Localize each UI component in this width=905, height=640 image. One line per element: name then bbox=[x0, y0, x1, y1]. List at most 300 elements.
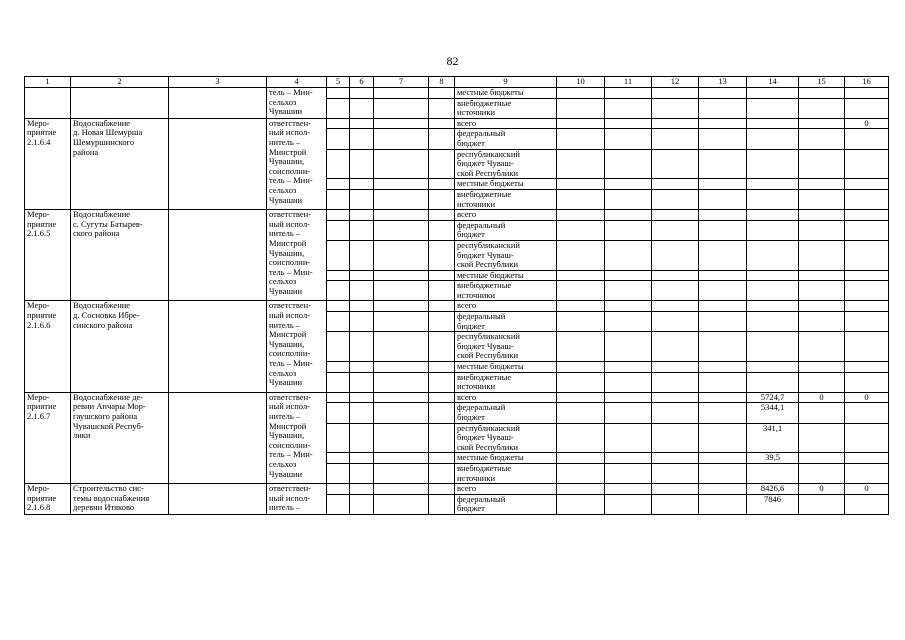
col5-cell bbox=[327, 423, 350, 453]
col6-cell bbox=[350, 494, 374, 514]
col6-cell bbox=[350, 98, 374, 118]
value-col15-cell bbox=[799, 210, 845, 221]
value-col16-cell bbox=[845, 270, 889, 281]
col5-cell bbox=[327, 88, 350, 99]
value-col15-cell bbox=[799, 332, 845, 362]
funding-source-cell: местные бюджеты bbox=[455, 179, 557, 190]
value-col16-cell bbox=[845, 240, 889, 270]
header-col-4: 4 bbox=[267, 77, 327, 88]
funding-source-cell: всего bbox=[455, 484, 557, 495]
col7-cell bbox=[374, 189, 429, 209]
col7-cell bbox=[374, 463, 429, 483]
col8-cell bbox=[429, 118, 455, 129]
col13-cell bbox=[699, 301, 747, 312]
header-col-14: 14 bbox=[747, 77, 799, 88]
table-row bbox=[25, 118, 889, 129]
col8-cell bbox=[429, 220, 455, 240]
col7-cell bbox=[374, 423, 429, 453]
col8-cell bbox=[429, 88, 455, 99]
value-col15-cell bbox=[799, 453, 845, 464]
col6-cell bbox=[350, 312, 374, 332]
value-col15-cell bbox=[799, 403, 845, 423]
value-col15-cell bbox=[799, 362, 845, 373]
col11-cell bbox=[605, 494, 652, 514]
col7-cell bbox=[374, 403, 429, 423]
col11-cell bbox=[605, 118, 652, 129]
header-row bbox=[25, 77, 889, 88]
col11-cell bbox=[605, 372, 652, 392]
budget-table bbox=[24, 76, 889, 515]
col6-cell bbox=[350, 129, 374, 149]
col11-cell bbox=[605, 332, 652, 362]
col10-cell bbox=[557, 240, 605, 270]
col8-cell bbox=[429, 392, 455, 403]
value-col16-cell bbox=[845, 149, 889, 179]
value-col15-cell bbox=[799, 281, 845, 301]
value-col15-cell bbox=[799, 312, 845, 332]
measure-code-cell: Меро- приятие 2.1.6.7 bbox=[25, 392, 71, 483]
col11-cell bbox=[605, 270, 652, 281]
col7-cell bbox=[374, 453, 429, 464]
col8-cell bbox=[429, 179, 455, 190]
col12-cell bbox=[652, 332, 699, 362]
header-col-3: 3 bbox=[169, 77, 267, 88]
col13-cell bbox=[699, 88, 747, 99]
value-col15-cell bbox=[799, 98, 845, 118]
col7-cell bbox=[374, 240, 429, 270]
col6-cell bbox=[350, 332, 374, 362]
measure-code-cell bbox=[25, 88, 71, 119]
col3-cell bbox=[169, 88, 267, 119]
col12-cell bbox=[652, 312, 699, 332]
col12-cell bbox=[652, 484, 699, 495]
funding-source-cell: республиканский бюджет Чуваш- ской Республики bbox=[455, 332, 557, 362]
col7-cell bbox=[374, 210, 429, 221]
funding-source-cell: внебюджетные источники bbox=[455, 372, 557, 392]
col5-cell bbox=[327, 210, 350, 221]
col13-cell bbox=[699, 392, 747, 403]
col7-cell bbox=[374, 118, 429, 129]
funding-source-cell: местные бюджеты bbox=[455, 270, 557, 281]
col8-cell bbox=[429, 372, 455, 392]
col11-cell bbox=[605, 220, 652, 240]
col10-cell bbox=[557, 189, 605, 209]
funding-source-cell: местные бюджеты bbox=[455, 362, 557, 373]
col8-cell bbox=[429, 423, 455, 453]
value-col14-cell bbox=[747, 240, 799, 270]
col5-cell bbox=[327, 312, 350, 332]
value-col14-cell bbox=[747, 332, 799, 362]
col8-cell bbox=[429, 484, 455, 495]
col6-cell bbox=[350, 463, 374, 483]
header-col-15: 15 bbox=[799, 77, 845, 88]
col8-cell bbox=[429, 332, 455, 362]
col10-cell bbox=[557, 301, 605, 312]
col7-cell bbox=[374, 312, 429, 332]
value-col14-cell: 5344,1 bbox=[747, 403, 799, 423]
col8-cell bbox=[429, 149, 455, 179]
col13-cell bbox=[699, 189, 747, 209]
value-col14-cell bbox=[747, 281, 799, 301]
funding-source-cell: республиканский бюджет Чуваш- ской Республики bbox=[455, 423, 557, 453]
col5-cell bbox=[327, 179, 350, 190]
measure-code-cell: Меро- приятие 2.1.6.4 bbox=[25, 118, 71, 209]
col12-cell bbox=[652, 392, 699, 403]
col8-cell bbox=[429, 189, 455, 209]
col12-cell bbox=[652, 240, 699, 270]
funding-source-cell: всего bbox=[455, 392, 557, 403]
value-col16-cell bbox=[845, 88, 889, 99]
col5-cell bbox=[327, 494, 350, 514]
col13-cell bbox=[699, 129, 747, 149]
col6-cell bbox=[350, 270, 374, 281]
funding-source-cell: республиканский бюджет Чуваш- ской Республики bbox=[455, 149, 557, 179]
col11-cell bbox=[605, 281, 652, 301]
col13-cell bbox=[699, 463, 747, 483]
col3-cell bbox=[169, 484, 267, 515]
funding-source-cell: республиканский бюджет Чуваш- ской Республики bbox=[455, 240, 557, 270]
value-col14-cell: 39,5 bbox=[747, 453, 799, 464]
value-col15-cell bbox=[799, 372, 845, 392]
value-col15-cell bbox=[799, 463, 845, 483]
col12-cell bbox=[652, 372, 699, 392]
col12-cell bbox=[652, 453, 699, 464]
col10-cell bbox=[557, 281, 605, 301]
funding-source-cell: федеральный бюджет bbox=[455, 312, 557, 332]
value-col14-cell bbox=[747, 149, 799, 179]
col13-cell bbox=[699, 494, 747, 514]
value-col16-cell bbox=[845, 423, 889, 453]
col13-cell bbox=[699, 372, 747, 392]
col10-cell bbox=[557, 463, 605, 483]
header-col-5: 5 bbox=[327, 77, 350, 88]
col5-cell bbox=[327, 403, 350, 423]
col5-cell bbox=[327, 301, 350, 312]
col11-cell bbox=[605, 463, 652, 483]
col12-cell bbox=[652, 362, 699, 373]
table-row bbox=[25, 484, 889, 495]
col10-cell bbox=[557, 484, 605, 495]
value-col16-cell bbox=[845, 281, 889, 301]
col10-cell bbox=[557, 423, 605, 453]
col8-cell bbox=[429, 362, 455, 373]
col10-cell bbox=[557, 392, 605, 403]
col12-cell bbox=[652, 423, 699, 453]
col8-cell bbox=[429, 312, 455, 332]
col7-cell bbox=[374, 372, 429, 392]
executor-cell: ответствен- ный испол- нитель – bbox=[267, 484, 327, 515]
col12-cell bbox=[652, 118, 699, 129]
funding-source-cell: федеральный бюджет bbox=[455, 220, 557, 240]
measure-name-cell: Строительство сис- темы водоснабжения деревни Итяково bbox=[71, 484, 169, 515]
measure-name-cell: Водоснабжение с. Сугуты Батырев- ского района bbox=[71, 210, 169, 301]
value-col15-cell bbox=[799, 88, 845, 99]
col6-cell bbox=[350, 149, 374, 179]
value-col16-cell bbox=[845, 372, 889, 392]
funding-source-cell: всего bbox=[455, 210, 557, 221]
col5-cell bbox=[327, 270, 350, 281]
funding-source-cell: местные бюджеты bbox=[455, 453, 557, 464]
col5-cell bbox=[327, 392, 350, 403]
col10-cell bbox=[557, 362, 605, 373]
table-row bbox=[25, 210, 889, 221]
col13-cell bbox=[699, 423, 747, 453]
value-col16-cell bbox=[845, 301, 889, 312]
value-col14-cell bbox=[747, 270, 799, 281]
col6-cell bbox=[350, 118, 374, 129]
col10-cell bbox=[557, 118, 605, 129]
col12-cell bbox=[652, 88, 699, 99]
executor-cell: ответствен- ный испол- нитель – Минстрой Чувашии, соисполни- тель – Мин- сельхоз Чувашии bbox=[267, 392, 327, 483]
header-col-10: 10 bbox=[557, 77, 605, 88]
header-col-13: 13 bbox=[699, 77, 747, 88]
col10-cell bbox=[557, 332, 605, 362]
col10-cell bbox=[557, 372, 605, 392]
executor-cell: ответствен- ный испол- нитель – Минстрой Чувашии, соисполни- тель – Мин- сельхоз Чувашии bbox=[267, 118, 327, 209]
col8-cell bbox=[429, 281, 455, 301]
value-col14-cell bbox=[747, 301, 799, 312]
value-col16-cell bbox=[845, 189, 889, 209]
col12-cell bbox=[652, 494, 699, 514]
col10-cell bbox=[557, 179, 605, 190]
funding-source-cell: внебюджетные источники bbox=[455, 189, 557, 209]
col13-cell bbox=[699, 118, 747, 129]
col12-cell bbox=[652, 403, 699, 423]
executor-cell: ответствен- ный испол- нитель – Минстрой Чувашии, соисполни- тель – Мин- сельхоз Чувашии bbox=[267, 301, 327, 392]
value-col16-cell bbox=[845, 332, 889, 362]
funding-source-cell: местные бюджеты bbox=[455, 88, 557, 99]
col13-cell bbox=[699, 240, 747, 270]
col12-cell bbox=[652, 220, 699, 240]
col10-cell bbox=[557, 270, 605, 281]
executor-cell: тель – Мин- сельхоз Чувашии bbox=[267, 88, 327, 119]
value-col14-cell bbox=[747, 98, 799, 118]
value-col14-cell: 341,1 bbox=[747, 423, 799, 453]
value-col15-cell bbox=[799, 301, 845, 312]
value-col16-cell bbox=[845, 98, 889, 118]
col13-cell bbox=[699, 403, 747, 423]
col10-cell bbox=[557, 494, 605, 514]
col13-cell bbox=[699, 484, 747, 495]
col11-cell bbox=[605, 403, 652, 423]
value-col15-cell bbox=[799, 179, 845, 190]
col13-cell bbox=[699, 270, 747, 281]
col7-cell bbox=[374, 484, 429, 495]
col13-cell bbox=[699, 362, 747, 373]
funding-source-cell: всего bbox=[455, 301, 557, 312]
col6-cell bbox=[350, 179, 374, 190]
value-col16-cell bbox=[845, 453, 889, 464]
col6-cell bbox=[350, 301, 374, 312]
col5-cell bbox=[327, 189, 350, 209]
col12-cell bbox=[652, 270, 699, 281]
col5-cell bbox=[327, 362, 350, 373]
col8-cell bbox=[429, 403, 455, 423]
col7-cell bbox=[374, 494, 429, 514]
col6-cell bbox=[350, 423, 374, 453]
value-col14-cell bbox=[747, 312, 799, 332]
header-col-6: 6 bbox=[350, 77, 374, 88]
funding-source-cell: внебюджетные источники bbox=[455, 98, 557, 118]
col5-cell bbox=[327, 118, 350, 129]
value-col16-cell: 0 bbox=[845, 484, 889, 495]
col6-cell bbox=[350, 281, 374, 301]
value-col14-cell bbox=[747, 179, 799, 190]
value-col16-cell bbox=[845, 463, 889, 483]
funding-source-cell: внебюджетные источники bbox=[455, 463, 557, 483]
value-col16-cell bbox=[845, 179, 889, 190]
value-col15-cell: 0 bbox=[799, 392, 845, 403]
col7-cell bbox=[374, 220, 429, 240]
value-col14-cell bbox=[747, 463, 799, 483]
value-col14-cell bbox=[747, 210, 799, 221]
col10-cell bbox=[557, 88, 605, 99]
col5-cell bbox=[327, 372, 350, 392]
funding-source-cell: федеральный бюджет bbox=[455, 129, 557, 149]
page-number: 82 bbox=[446, 54, 459, 68]
col11-cell bbox=[605, 179, 652, 190]
col6-cell bbox=[350, 484, 374, 495]
col8-cell bbox=[429, 301, 455, 312]
col5-cell bbox=[327, 220, 350, 240]
funding-source-cell: внебюджетные источники bbox=[455, 281, 557, 301]
col11-cell bbox=[605, 423, 652, 453]
col12-cell bbox=[652, 301, 699, 312]
col10-cell bbox=[557, 210, 605, 221]
col7-cell bbox=[374, 332, 429, 362]
value-col15-cell bbox=[799, 494, 845, 514]
value-col16-cell bbox=[845, 362, 889, 373]
col11-cell bbox=[605, 98, 652, 118]
col11-cell bbox=[605, 88, 652, 99]
col3-cell bbox=[169, 301, 267, 392]
col8-cell bbox=[429, 98, 455, 118]
col12-cell bbox=[652, 463, 699, 483]
col10-cell bbox=[557, 149, 605, 179]
col12-cell bbox=[652, 281, 699, 301]
col8-cell bbox=[429, 494, 455, 514]
col13-cell bbox=[699, 210, 747, 221]
header-col-8: 8 bbox=[429, 77, 455, 88]
header-col-2: 2 bbox=[71, 77, 169, 88]
col12-cell bbox=[652, 210, 699, 221]
table-row bbox=[25, 88, 889, 99]
col11-cell bbox=[605, 362, 652, 373]
col5-cell bbox=[327, 281, 350, 301]
col10-cell bbox=[557, 129, 605, 149]
col13-cell bbox=[699, 179, 747, 190]
col7-cell bbox=[374, 362, 429, 373]
col10-cell bbox=[557, 312, 605, 332]
value-col15-cell bbox=[799, 118, 845, 129]
value-col16-cell bbox=[845, 403, 889, 423]
col7-cell bbox=[374, 88, 429, 99]
header-col-11: 11 bbox=[605, 77, 652, 88]
value-col14-cell bbox=[747, 372, 799, 392]
value-col15-cell bbox=[799, 189, 845, 209]
col13-cell bbox=[699, 312, 747, 332]
col3-cell bbox=[169, 118, 267, 209]
value-col14-cell bbox=[747, 362, 799, 373]
col7-cell bbox=[374, 129, 429, 149]
col7-cell bbox=[374, 270, 429, 281]
col11-cell bbox=[605, 453, 652, 464]
col5-cell bbox=[327, 98, 350, 118]
measure-code-cell: Меро- приятие 2.1.6.6 bbox=[25, 301, 71, 392]
measure-name-cell: Водоснабжение д. Новая Шемурша Шемуршинского района bbox=[71, 118, 169, 209]
col3-cell bbox=[169, 392, 267, 483]
col11-cell bbox=[605, 189, 652, 209]
col5-cell bbox=[327, 453, 350, 464]
col6-cell bbox=[350, 362, 374, 373]
col11-cell bbox=[605, 312, 652, 332]
measure-name-cell: Водоснабжение д. Сосновка Ибре- синского района bbox=[71, 301, 169, 392]
header-col-1: 1 bbox=[25, 77, 71, 88]
col12-cell bbox=[652, 98, 699, 118]
col10-cell bbox=[557, 98, 605, 118]
value-col14-cell: 8426,6 bbox=[747, 484, 799, 495]
measure-name-cell bbox=[71, 88, 169, 119]
col5-cell bbox=[327, 129, 350, 149]
col6-cell bbox=[350, 210, 374, 221]
col5-cell bbox=[327, 240, 350, 270]
value-col14-cell bbox=[747, 118, 799, 129]
value-col14-cell bbox=[747, 88, 799, 99]
col6-cell bbox=[350, 403, 374, 423]
col5-cell bbox=[327, 484, 350, 495]
col6-cell bbox=[350, 240, 374, 270]
col11-cell bbox=[605, 484, 652, 495]
measure-code-cell: Меро- приятие 2.1.6.5 bbox=[25, 210, 71, 301]
col10-cell bbox=[557, 403, 605, 423]
col8-cell bbox=[429, 210, 455, 221]
col6-cell bbox=[350, 88, 374, 99]
value-col15-cell bbox=[799, 423, 845, 453]
value-col16-cell bbox=[845, 129, 889, 149]
col11-cell bbox=[605, 240, 652, 270]
col7-cell bbox=[374, 392, 429, 403]
value-col16-cell: 0 bbox=[845, 118, 889, 129]
value-col16-cell: 0 bbox=[845, 392, 889, 403]
col11-cell bbox=[605, 392, 652, 403]
value-col16-cell bbox=[845, 312, 889, 332]
col11-cell bbox=[605, 301, 652, 312]
col7-cell bbox=[374, 301, 429, 312]
value-col16-cell bbox=[845, 210, 889, 221]
col5-cell bbox=[327, 332, 350, 362]
col8-cell bbox=[429, 129, 455, 149]
value-col15-cell bbox=[799, 220, 845, 240]
value-col16-cell bbox=[845, 220, 889, 240]
col10-cell bbox=[557, 453, 605, 464]
col13-cell bbox=[699, 220, 747, 240]
value-col15-cell: 0 bbox=[799, 484, 845, 495]
funding-source-cell: федеральный бюджет bbox=[455, 494, 557, 514]
table-row bbox=[25, 392, 889, 403]
col13-cell bbox=[699, 281, 747, 301]
col3-cell bbox=[169, 210, 267, 301]
funding-source-cell: всего bbox=[455, 118, 557, 129]
header-col-12: 12 bbox=[652, 77, 699, 88]
col13-cell bbox=[699, 98, 747, 118]
col6-cell bbox=[350, 189, 374, 209]
col7-cell bbox=[374, 281, 429, 301]
col8-cell bbox=[429, 240, 455, 270]
measure-code-cell: Меро- приятие 2.1.6.8 bbox=[25, 484, 71, 515]
col6-cell bbox=[350, 372, 374, 392]
col12-cell bbox=[652, 179, 699, 190]
col8-cell bbox=[429, 270, 455, 281]
